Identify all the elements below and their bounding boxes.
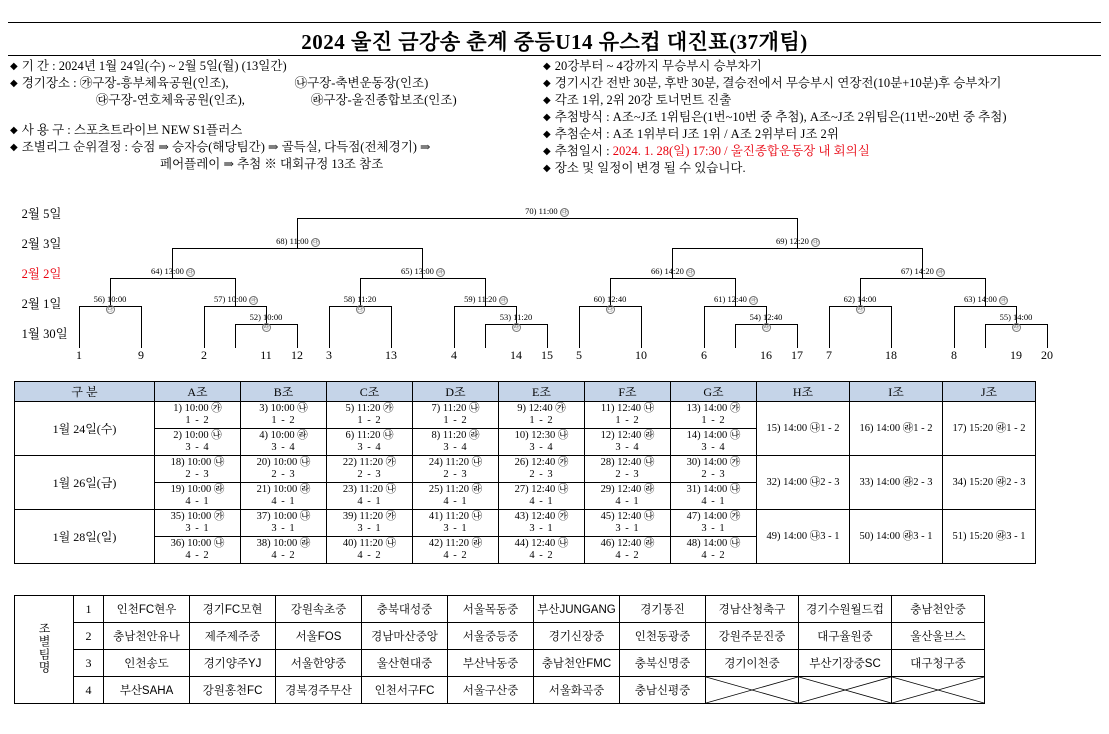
bracket-connector — [360, 278, 485, 279]
venue-marker-icon: ㉰ — [187, 268, 194, 276]
schedule-match-cell: 22) 11:20 ㉮ 2 - 3 — [327, 456, 413, 483]
bracket-game-67: 67) 14:20 ㉱ — [901, 266, 944, 276]
bracket-connector — [954, 306, 955, 348]
team-name-cell: 충남천안중 — [892, 596, 985, 623]
schedule-header-group-i: I조 — [850, 382, 943, 402]
team-name-cell: 경남산청축구 — [706, 596, 799, 623]
info-venue-second-line — [10, 92, 540, 109]
schedule-match-cell: 49) 14:00 ㉯3 - 1 — [757, 510, 850, 564]
team-name-cell: 경기이천중 — [706, 650, 799, 677]
schedule-match-cell: 40) 11:20 ㉯ 4 - 2 — [327, 537, 413, 564]
bracket-game-56: 56) 10:00 ㉰ — [93, 294, 127, 314]
info-ranking-value: 승점 ⇒ 승자승(해당팀간) ⇒ 골득실, 다득점(전체경기) ⇒ — [131, 139, 431, 154]
schedule-header-group-g: G조 — [671, 382, 757, 402]
team-name-cell: 부산SAHA — [104, 677, 190, 704]
bracket-seed: 9 — [138, 348, 144, 362]
schedule-match-cell: 43) 12:40 ㉮ 3 - 1 — [499, 510, 585, 537]
bracket-connector — [454, 306, 455, 348]
title-divider — [8, 22, 1101, 23]
team-name-cell: 인천송도 — [104, 650, 190, 677]
schedule-match-cell: 39) 11:20 ㉮ 3 - 1 — [327, 510, 413, 537]
venue-marker-icon: ㉱ — [512, 324, 520, 332]
schedule-match-cell: 3) 10:00 ㉯ 1 - 2 — [241, 402, 327, 429]
bracket-seed: 20 — [1041, 348, 1053, 362]
venue-marker-icon: ㉱ — [856, 306, 864, 314]
team-name-cell: 울산현대중 — [362, 650, 448, 677]
team-name-cell: 서울한양중 — [276, 650, 362, 677]
bracket-seed: 13 — [385, 348, 397, 362]
draw-datetime-label: 추첨일시 : — [554, 144, 610, 158]
schedule-header-group-c: C조 — [327, 382, 413, 402]
schedule-match-cell: 45) 12:40 ㉯ 3 - 1 — [585, 510, 671, 537]
team-roster-table — [14, 595, 985, 704]
schedule-match-cell: 10) 12:30 ㉯ 3 - 4 — [499, 429, 585, 456]
info-block — [0, 55, 1109, 190]
schedule-match-cell: 32) 14:00 ㉯2 - 3 — [757, 456, 850, 510]
schedule-row — [15, 402, 1036, 429]
team-slot-number: 3 — [74, 650, 104, 677]
bracket-game-59: 59) 11:20 ㉱ — [464, 294, 507, 304]
schedule-table — [14, 381, 1036, 564]
venue-marker-icon: ㉰ — [561, 208, 568, 216]
venue-a: ㉮구장-흥부체육공원(인조), — [79, 76, 229, 90]
bracket-connector — [204, 306, 266, 307]
team-name-cell: 울산울브스 — [892, 623, 985, 650]
team-slot-number: 4 — [74, 677, 104, 704]
info-venue — [10, 75, 540, 92]
team-name-cell: 충북신명중 — [620, 650, 706, 677]
schedule-match-cell: 44) 12:40 ㉯ 4 - 2 — [499, 537, 585, 564]
schedule-match-cell: 14) 14:00 ㉯ 3 - 4 — [671, 429, 757, 456]
bracket-seed: 11 — [260, 348, 272, 362]
schedule-match-cell: 11) 12:40 ㉯ 1 - 2 — [585, 402, 671, 429]
diamond-bullet-icon: ◆ — [543, 146, 551, 157]
diamond-bullet-icon: ◆ — [543, 95, 551, 106]
info-rule-draw-method: ◆ 추첨방식 : A조~J조 1위팀은(1번~10번 중 추첨), A조~J조 2위팀은(11번~20번 중 추첨) — [543, 110, 1007, 124]
diamond-bullet-icon: ◆ — [543, 112, 551, 123]
diamond-bullet-icon: ◆ — [10, 124, 18, 136]
schedule-match-cell: 33) 14:00 ㉱2 - 3 — [850, 456, 943, 510]
schedule-match-cell: 1) 10:00 ㉮ 1 - 2 — [155, 402, 241, 429]
bracket-game-54: 54) 12:40 ㉱ — [749, 312, 783, 332]
team-name-cell: 충남천안FMC — [534, 650, 620, 677]
team-roster-vertical-header: 조별팀명 — [15, 596, 74, 704]
team-roster-row — [15, 650, 985, 677]
bracket-game-70: 70) 11:00 ㉰ — [525, 206, 568, 216]
info-ball — [10, 122, 540, 139]
venue-marker-icon: ㉰ — [687, 268, 694, 276]
team-name-cell: 강원홍천FC — [190, 677, 276, 704]
schedule-match-cell: 35) 10:00 ㉮ 3 - 1 — [155, 510, 241, 537]
bracket-seed: 19 — [1010, 348, 1022, 362]
schedule-row — [15, 456, 1036, 483]
bracket-seed-row — [0, 348, 1109, 366]
bracket-seed: 5 — [576, 348, 582, 362]
info-ranking — [10, 139, 540, 156]
bracket-seed: 14 — [510, 348, 522, 362]
schedule-header-division: 구 분 — [15, 382, 155, 402]
bracket-connector — [610, 278, 735, 279]
team-name-cell: 서울FOS — [276, 623, 362, 650]
schedule-header-group-d: D조 — [413, 382, 499, 402]
info-venue-label: 경기장소 : — [21, 76, 77, 90]
schedule-match-cell: 28) 12:40 ㉯ 2 - 3 — [585, 456, 671, 483]
team-name-cell: 대구율원중 — [799, 623, 892, 650]
bracket-game-65: 65) 13:00 ㉱ — [401, 266, 444, 276]
venue-marker-icon: ㉱ — [1000, 296, 1007, 304]
schedule-match-cell: 7) 11:20 ㉯ 1 - 2 — [413, 402, 499, 429]
page-title: 2024 울진 금강송 춘계 중등U14 유스컵 대진표(37개팀) — [301, 30, 808, 54]
schedule-match-cell: 46) 12:40 ㉱ 4 - 2 — [585, 537, 671, 564]
info-ranking-label: 조별리그 순위결정 : — [21, 139, 129, 154]
bracket-seed: 16 — [760, 348, 772, 362]
team-name-cell: 경기신장중 — [534, 623, 620, 650]
bracket-connector — [454, 306, 516, 307]
schedule-header-group-a: A조 — [155, 382, 241, 402]
bracket-game-66: 66) 14:20 ㉰ — [651, 266, 694, 276]
diamond-bullet-icon: ◆ — [543, 129, 551, 140]
bracket-seed: 8 — [951, 348, 957, 362]
empty-slot-x-icon — [892, 677, 985, 704]
team-name-cell: 강원속초중 — [276, 596, 362, 623]
team-name-cell: 부산JUNGANG — [534, 596, 620, 623]
team-name-cell: 경남마산중앙 — [362, 623, 448, 650]
schedule-header-group-e: E조 — [499, 382, 585, 402]
bracket-connector — [110, 278, 235, 279]
team-name-cell: 충남천안유나 — [104, 623, 190, 650]
schedule-match-cell: 23) 11:20 ㉯ 4 - 1 — [327, 483, 413, 510]
schedule-header-group-j: J조 — [943, 382, 1036, 402]
schedule-match-cell: 37) 10:00 ㉯ 3 - 1 — [241, 510, 327, 537]
bracket-game-52: 52) 10:00 ㉱ — [249, 312, 283, 332]
venue-b: ㉯구장-축변운동장(인조) — [294, 76, 429, 90]
team-name-cell: 서울목동중 — [448, 596, 534, 623]
info-ball-value: 스포츠트라이브 NEW S1플러스 — [73, 122, 243, 137]
diamond-bullet-icon: ◆ — [10, 61, 18, 72]
schedule-header-row — [15, 382, 1036, 402]
team-name-cell: 충남신평중 — [620, 677, 706, 704]
info-ball-label: 사 용 구 : — [21, 122, 71, 137]
schedule-header-group-h: H조 — [757, 382, 850, 402]
team-name-cell: 인천FC현우 — [104, 596, 190, 623]
venue-marker-icon: ㉱ — [500, 296, 507, 304]
venue-d: ㉱구장-울진종합보조(인조) — [310, 93, 457, 107]
schedule-body — [15, 402, 1036, 564]
schedule-date-cell: 1월 28일(일) — [15, 510, 155, 564]
bracket-seed: 4 — [451, 348, 457, 362]
bracket-seed: 1 — [76, 348, 82, 362]
team-roster-body — [15, 596, 985, 704]
bracket-game-68: 68) 11:00 ㉰ — [276, 236, 319, 246]
bracket-connector — [704, 306, 705, 348]
schedule-match-cell: 9) 12:40 ㉮ 1 - 2 — [499, 402, 585, 429]
info-period-label: 기 간 : — [21, 59, 56, 73]
info-spacer — [10, 109, 540, 122]
bracket-connector — [860, 278, 985, 279]
venue-c: ㉰구장-연호체육공원(인조), — [96, 93, 245, 107]
schedule-match-cell: 18) 10:00 ㉯ 2 - 3 — [155, 456, 241, 483]
bracket-seed: 2 — [201, 348, 207, 362]
bracket-seed: 12 — [291, 348, 303, 362]
team-name-cell: 인천서구FC — [362, 677, 448, 704]
team-name-cell: 경기수원월드컵 — [799, 596, 892, 623]
team-name-cell: 경기통진 — [620, 596, 706, 623]
bracket-seed: 17 — [791, 348, 803, 362]
schedule-match-cell: 2) 10:00 ㉯ 3 - 4 — [155, 429, 241, 456]
venue-marker-icon: ㉱ — [762, 324, 770, 332]
schedule-match-cell: 42) 11:20 ㉱ 4 - 2 — [413, 537, 499, 564]
diamond-bullet-icon: ◆ — [10, 141, 18, 153]
schedule-match-cell: 13) 14:00 ㉮ 1 - 2 — [671, 402, 757, 429]
tournament-bracket — [0, 196, 1109, 372]
schedule-match-cell: 29) 12:40 ㉱ 4 - 1 — [585, 483, 671, 510]
bracket-seed: 6 — [701, 348, 707, 362]
diamond-bullet-icon: ◆ — [543, 78, 551, 89]
bracket-connector — [297, 218, 797, 219]
schedule-match-cell: 51) 15:20 ㉱3 - 1 — [943, 510, 1036, 564]
schedule-match-cell: 6) 11:20 ㉯ 3 - 4 — [327, 429, 413, 456]
team-roster-row — [15, 623, 985, 650]
team-name-cell: 서울화곡중 — [534, 677, 620, 704]
bracket-seed: 3 — [326, 348, 332, 362]
bracket-date-row-2: 2월 2일 — [21, 267, 62, 281]
info-period — [10, 58, 540, 75]
schedule-match-cell: 24) 11:20 ㉯ 2 - 3 — [413, 456, 499, 483]
schedule-match-cell: 26) 12:40 ㉮ 2 - 3 — [499, 456, 585, 483]
venue-marker-icon: ㉰ — [356, 306, 364, 314]
bracket-game-63: 63) 14:00 ㉱ — [964, 294, 1007, 304]
info-right-column — [543, 58, 1103, 177]
bracket-date-row-1: 2월 3일 — [21, 237, 62, 251]
schedule-match-cell: 20) 10:00 ㉯ 2 - 3 — [241, 456, 327, 483]
schedule-match-cell: 41) 11:20 ㉯ 3 - 1 — [413, 510, 499, 537]
team-name-cell: 부산기장중SC — [799, 650, 892, 677]
schedule-match-cell: 21) 10:00 ㉱ 4 - 1 — [241, 483, 327, 510]
schedule-row — [15, 510, 1036, 537]
team-name-cell: 서울구산중 — [448, 677, 534, 704]
bracket-game-55: 55) 14:00 ㉱ — [999, 312, 1033, 332]
venue-marker-icon: ㉱ — [250, 296, 257, 304]
bracket-game-61: 61) 12:40 ㉱ — [714, 294, 757, 304]
bracket-date-row-4: 1월 30일 — [21, 327, 68, 341]
info-rule-duration: ◆ 경기시간 전반 30분, 후반 30분, 결승전에서 무승부시 연장전(10분+10분)후 승부차기 — [543, 76, 1002, 90]
venue-marker-icon: ㉰ — [606, 306, 614, 314]
info-period-value: 2024년 1월 24일(수) ~ 2월 5일(월) (13일간) — [58, 59, 287, 73]
team-name-cell: 제주제주중 — [190, 623, 276, 650]
info-left-column — [10, 58, 540, 172]
bracket-game-64: 64) 13:00 ㉰ — [151, 266, 194, 276]
info-rule-draw-order: ◆ 추첨순서 : A조 1위부터 J조 1위 / A조 2위부터 J조 2위 — [543, 127, 839, 141]
venue-marker-icon: ㉰ — [812, 238, 819, 246]
bracket-game-60: 60) 12:40 ㉰ — [593, 294, 627, 314]
team-name-cell: 경북경주무산 — [276, 677, 362, 704]
team-roster-row — [15, 596, 985, 623]
info-rule-penalty: ◆ 20강부터 ~ 4강까지 무승부시 승부차기 — [543, 59, 762, 73]
venue-marker-icon: ㉱ — [262, 324, 270, 332]
team-slot-number: 2 — [74, 623, 104, 650]
diamond-bullet-icon: ◆ — [543, 61, 551, 72]
empty-slot-x-icon — [799, 677, 892, 704]
empty-slot-x-icon — [706, 677, 799, 704]
bracket-game-58: 58) 11:20 ㉰ — [343, 294, 377, 314]
team-name-cell: 강원주문진중 — [706, 623, 799, 650]
schedule-date-cell: 1월 26일(금) — [15, 456, 155, 510]
bracket-connector — [704, 306, 766, 307]
schedule-match-cell: 16) 14:00 ㉱1 - 2 — [850, 402, 943, 456]
schedule-match-cell: 12) 12:40 ㉱ 3 - 4 — [585, 429, 671, 456]
schedule-match-cell: 48) 14:00 ㉯ 4 - 2 — [671, 537, 757, 564]
schedule-match-cell: 31) 14:00 ㉯ 4 - 1 — [671, 483, 757, 510]
schedule-match-cell: 38) 10:00 ㉱ 4 - 2 — [241, 537, 327, 564]
info-rule-draw-datetime — [543, 143, 1103, 160]
schedule-match-cell: 34) 15:20 ㉱2 - 3 — [943, 456, 1036, 510]
diamond-bullet-icon: ◆ — [543, 163, 551, 174]
bracket-game-62: 62) 14:00 ㉱ — [843, 294, 877, 314]
schedule-header-group-b: B조 — [241, 382, 327, 402]
schedule-match-cell: 4) 10:00 ㉱ 3 - 4 — [241, 429, 327, 456]
schedule-match-cell: 19) 10:00 ㉱ 4 - 1 — [155, 483, 241, 510]
bracket-connector — [672, 248, 922, 249]
bracket-seed: 18 — [885, 348, 897, 362]
venue-marker-icon: ㉰ — [312, 238, 319, 246]
draw-datetime-value: 2024. 1. 28(일) 17:30 / 울진종합운동장 내 회의실 — [612, 144, 870, 158]
diamond-bullet-icon: ◆ — [10, 78, 18, 89]
team-name-cell: 경기FC모현 — [190, 596, 276, 623]
venue-marker-icon: ㉱ — [437, 268, 444, 276]
bracket-game-53: 53) 11:20 ㉱ — [499, 312, 533, 332]
schedule-header-group-f: F조 — [585, 382, 671, 402]
schedule-match-cell: 47) 14:00 ㉮ 3 - 1 — [671, 510, 757, 537]
schedule-match-cell: 30) 14:00 ㉮ 2 - 3 — [671, 456, 757, 483]
bracket-date-row-3: 2월 1일 — [21, 297, 62, 311]
bracket-seed: 10 — [635, 348, 647, 362]
schedule-match-cell: 25) 11:20 ㉱ 4 - 1 — [413, 483, 499, 510]
team-slot-number: 1 — [74, 596, 104, 623]
team-name-cell: 대구청구중 — [892, 650, 985, 677]
team-name-cell: 경기양주YJ — [190, 650, 276, 677]
team-name-cell: 인천동광중 — [620, 623, 706, 650]
bracket-date-row-0: 2월 5일 — [21, 207, 62, 221]
venue-marker-icon: ㉰ — [106, 306, 114, 314]
bracket-connector — [954, 306, 1016, 307]
venue-marker-icon: ㉱ — [937, 268, 944, 276]
info-rule-advance: ◆ 각조 1위, 2위 20강 토너먼트 진출 — [543, 93, 732, 107]
bracket-game-69: 69) 12:20 ㉰ — [776, 236, 819, 246]
schedule-match-cell: 15) 14:00 ㉯1 - 2 — [757, 402, 850, 456]
team-roster-row — [15, 677, 985, 704]
team-name-cell: 충북대성중 — [362, 596, 448, 623]
schedule-match-cell: 50) 14:00 ㉱3 - 1 — [850, 510, 943, 564]
team-name-cell: 부산낙동중 — [448, 650, 534, 677]
venue-marker-icon: ㉱ — [750, 296, 757, 304]
schedule-match-cell: 17) 15:20 ㉱1 - 2 — [943, 402, 1036, 456]
info-ranking-second-line: 페어플레이 ⇒ 추첨 ※ 대회규정 13조 참조 — [160, 156, 384, 171]
bracket-connector — [172, 248, 422, 249]
bracket-connector — [204, 306, 205, 348]
schedule-match-cell: 5) 11:20 ㉮ 1 - 2 — [327, 402, 413, 429]
info-rule-notice: ◆ 장소 및 일정이 변경 될 수 있습니다. — [543, 161, 746, 175]
bracket-seed: 15 — [541, 348, 553, 362]
team-name-cell: 서울중등중 — [448, 623, 534, 650]
schedule-date-cell: 1월 24일(수) — [15, 402, 155, 456]
bracket-game-57: 57) 10:00 ㉱ — [214, 294, 257, 304]
schedule-match-cell: 8) 11:20 ㉱ 3 - 4 — [413, 429, 499, 456]
schedule-match-cell: 27) 12:40 ㉯ 4 - 1 — [499, 483, 585, 510]
schedule-match-cell: 36) 10:00 ㉯ 4 - 2 — [155, 537, 241, 564]
bracket-seed: 7 — [826, 348, 832, 362]
venue-marker-icon: ㉱ — [1012, 324, 1020, 332]
